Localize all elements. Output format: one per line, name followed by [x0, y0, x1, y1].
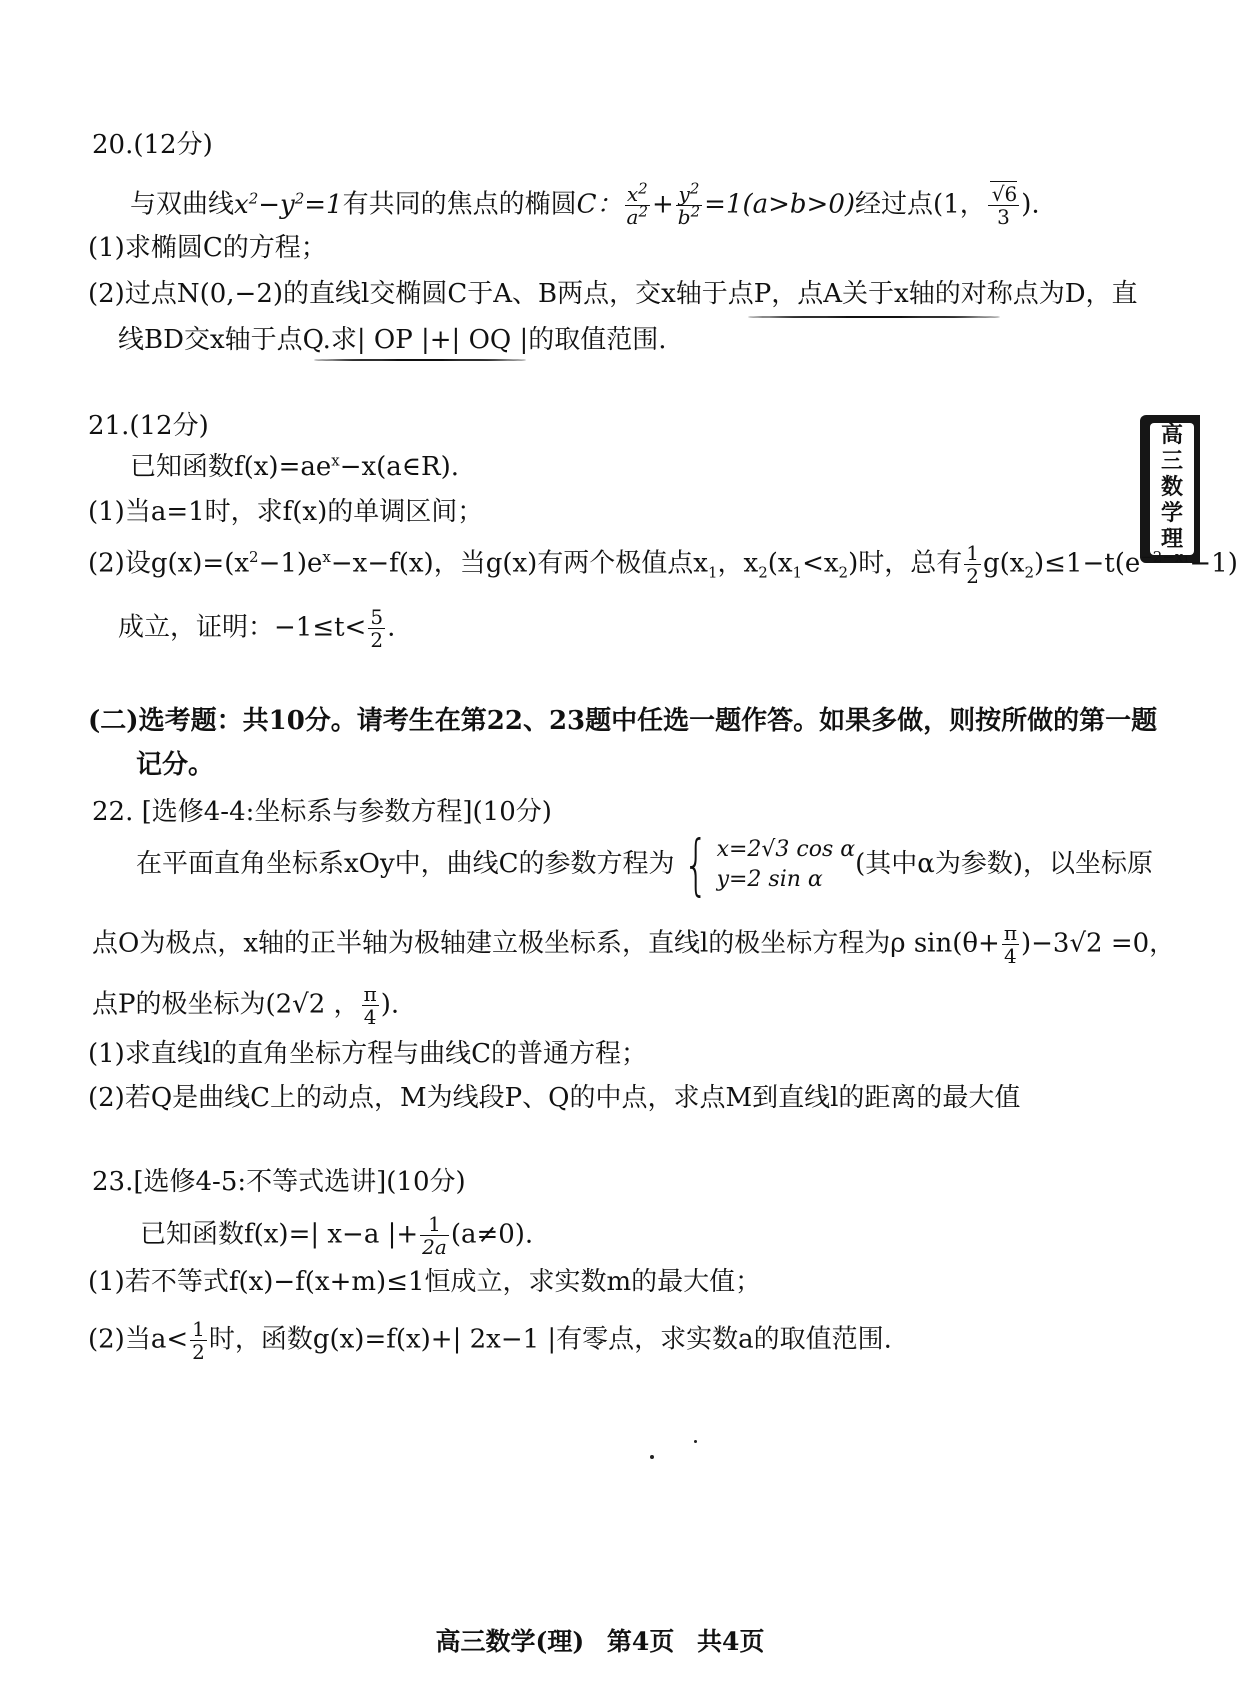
- q21-heading: 21.(12分): [88, 411, 209, 441]
- q23-heading: 23.[选修4-5:不等式选讲](10分): [92, 1167, 466, 1197]
- q20-part1: (1)求椭圆C的方程；: [88, 233, 327, 263]
- q22-part1: (1)求直线l的直角坐标方程与曲线C的普通方程；: [88, 1039, 648, 1069]
- subject-side-tab: 高 三 数 学 理: [1140, 415, 1200, 563]
- q20-stem: 与双曲线$x^2-y^2=1$有共同的焦点的椭圆C： $\frac{x^2}{a^2}$ + $\frac{y^2}{b^2}$ =1(a>b>0)经过点(1， $\frac{√6}{3}$ ).: [130, 179, 1040, 229]
- q23-part2: (2)当a< $\frac{1}{2}$ 时，函数g(x)=f(x)+| 2x−1 |有零点，求实数a的取值范围.: [88, 1317, 892, 1364]
- page-footer: 高三数学(理) 第4页 共4页: [435, 1627, 765, 1656]
- elective-section-title-cont: 记分。: [136, 750, 215, 780]
- q23-stem: 已知函数f(x)=| x−a |+ $\frac{1}{2a}$ (a≠0).: [140, 1212, 534, 1259]
- q22-line2: 点O为极点，x轴的正半轴为极轴建立极坐标系，直线l的极坐标方程为ρ sin(θ+ $\frac{\pi}{4}$ )−3√2 =0，: [92, 921, 1176, 968]
- fraction: $\frac{x^2}{a^2}$: [626, 179, 648, 229]
- q20-part2-line2: 线BD交x轴于点Q.求| OP |+| OQ |的取值范围.: [118, 325, 667, 355]
- fraction: $\frac{\pi}{4}$: [363, 982, 377, 1029]
- fraction: $\frac{1}{2}$: [966, 541, 979, 588]
- fraction: $\frac{5}{2}$: [370, 605, 384, 652]
- q23-part1: (1)若不等式f(x)−f(x+m)≤1恒成立，求实数m的最大值；: [88, 1267, 762, 1297]
- handwritten-underline: [314, 359, 526, 361]
- q21-part1: (1)当a=1时，求f(x)的单调区间；: [88, 497, 484, 527]
- fraction: $\frac{\pi}{4}$: [1003, 921, 1017, 968]
- q21-part2-line2: 成立，证明：−1≤t< $\frac{5}{2}$ .: [118, 605, 396, 652]
- q20-part2-line1: (2)过点N(0,−2)的直线l交椭圆C于A、B两点，交x轴于点P，点A关于x轴的对称点为D，直: [88, 279, 1138, 309]
- fraction: $\frac{√6}{3}$: [988, 183, 1019, 228]
- left-brace: {: [682, 826, 709, 903]
- q22-heading: 22. [选修4-4:坐标系与参数方程](10分): [92, 797, 552, 827]
- elective-section-title: (二)选考题：共10分。请考生在第22、23题中任选一题作答。如果多做，则按所做的第一题: [88, 706, 1158, 736]
- q22-stem: 在平面直角坐标系xOy中，曲线C的参数方程为 { x=2√3 cos α y=2 sin α (其中α为参数)，以坐标原: [136, 826, 1153, 903]
- q21-part2-line1: (2)设$g(x)=(x^2-1)e^x-x-f(x)$，当g(x)有两个极值点$x_1$，$x_2(x_1<x_2)$时，总有 $\frac{1}{2}$ $g(x_2)\le 1-t(e^{-2-x_1}-1)$: [88, 541, 1238, 588]
- q22-line3: 点P的极坐标为(2√2 ， $\frac{\pi}{4}$ ).: [92, 982, 400, 1029]
- fraction: $\frac{1}{2a}$: [422, 1212, 447, 1259]
- scan-speck: [650, 1455, 654, 1459]
- fraction: $\frac{y^2}{b^2}$: [677, 179, 701, 229]
- scan-speck: [694, 1440, 697, 1443]
- q22-part2: (2)若Q是曲线C上的动点，M为线段P、Q的中点，求点M到直线l的距离的最大值: [88, 1083, 1021, 1113]
- q21-stem: 已知函数$f(x)=ae^x-x(a\in R)$.: [130, 451, 460, 482]
- fraction: $\frac{1}{2}$: [192, 1317, 205, 1364]
- handwritten-underline: [748, 316, 1000, 318]
- q20-heading: 20.(12分): [92, 130, 213, 160]
